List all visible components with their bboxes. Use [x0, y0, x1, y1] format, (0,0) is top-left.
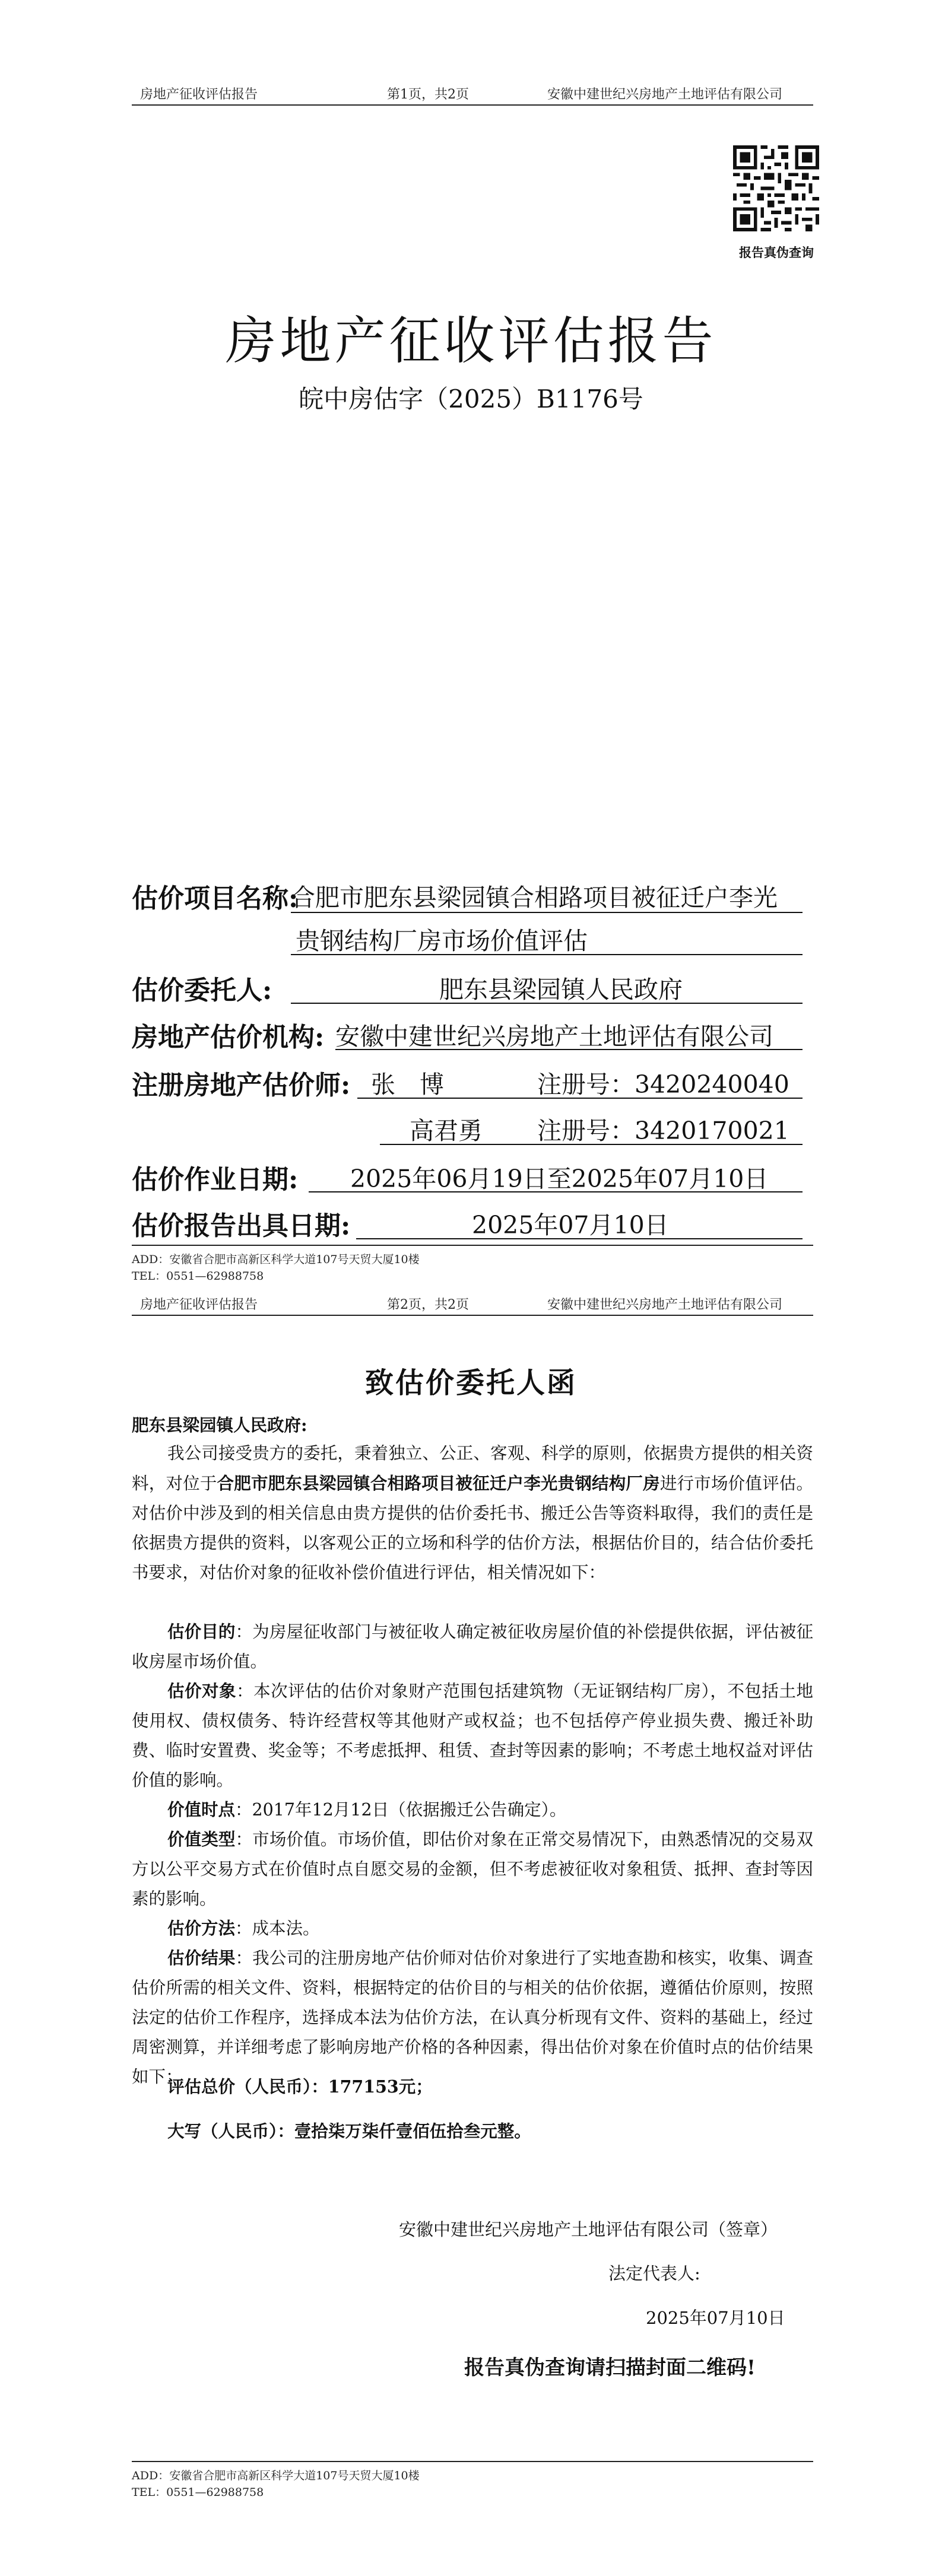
page1-footer-rule	[132, 1245, 813, 1246]
legal-representative: 法定代表人:	[608, 2263, 700, 2284]
value-time-text: ：2017年12月12日（依据搬迁公告确定）。	[235, 1800, 567, 1820]
page2-header-rule	[132, 1315, 813, 1316]
appraiser-1-underline	[357, 1098, 803, 1099]
object-paragraph	[132, 1676, 813, 1795]
work-date-value: 2025年06月19日至2025年07月10日	[350, 1165, 769, 1193]
result-label: 估价结果	[167, 1948, 236, 1968]
purpose-label: 估价目的	[167, 1621, 236, 1642]
project-underline-1	[291, 912, 803, 913]
page2-header-right: 安徽中建世纪兴房地产土地评估有限公司	[547, 1297, 783, 1312]
appraiser-2-underline	[380, 1144, 803, 1145]
total-price-line	[167, 2073, 433, 2098]
project-name-line2: 贵钢结构厂房市场价值评估	[296, 927, 588, 955]
issue-date-value: 2025年07月10日	[472, 1211, 669, 1239]
purpose-text: ：为房屋征收部门与被征收人确定被征收房屋价值的补偿提供依据，评估被征收房屋市场价值。	[132, 1622, 813, 1671]
page1-header-left: 房地产征收评估报告	[140, 87, 258, 102]
org-underline	[335, 1049, 803, 1050]
client-underline	[291, 1003, 803, 1004]
qr-caption: 报告真伪查询	[739, 245, 814, 260]
object-text: ：本次评估的估价对象财产范围包括建筑物（无证钢结构厂房），不包括土地使用权、债权债务、特许经营权等其他财产或权益；也不包括停产停业损失费、搬迁补助费、临时安置费、奖金等；不考虑抵押、租赁、查封等因素的影响；不考虑土地权益对评估价值的影响。	[132, 1681, 813, 1790]
page2-header-left: 房地产征收评估报告	[140, 1297, 258, 1312]
capital-amount-label: 大写（人民币）：	[167, 2121, 294, 2141]
method-paragraph	[132, 1913, 813, 1944]
value-type-label: 价值类型	[167, 1829, 236, 1849]
appraiser-1-name: 张 博	[371, 1070, 444, 1099]
work-date-underline	[309, 1191, 803, 1192]
client-value: 肥东县梁园镇人民政府	[439, 975, 683, 1004]
page1-header-rule	[132, 104, 813, 106]
report-title: 房地产征收评估报告	[225, 311, 717, 371]
verify-note: 报告真伪查询请扫描封面二维码!	[464, 2356, 756, 2380]
issue-date-label: 估价报告出具日期:	[132, 1211, 351, 1241]
project-name-label: 估价项目名称:	[132, 883, 299, 914]
appraiser-label: 注册房地产估价师:	[132, 1070, 351, 1101]
document-number: 皖中房估字（2025）B1176号	[299, 384, 643, 414]
capital-amount-value: 壹拾柒万柒仟壹佰伍拾叁元整。	[294, 2121, 531, 2141]
signature-company: 安徽中建世纪兴房地产土地评估有限公司（签章）	[399, 2219, 778, 2240]
letter-salutation: 肥东县梁园镇人民政府:	[132, 1415, 307, 1435]
total-price-value: 177153元；	[328, 2076, 433, 2097]
page1-footer-tel: TEL：0551—62988758	[132, 1270, 264, 1283]
total-price-label: 评估总价（人民币）：	[167, 2076, 328, 2097]
result-paragraph	[132, 1943, 813, 2092]
org-label: 房地产估价机构:	[132, 1022, 325, 1052]
project-name-line1: 合肥市肥东县梁园镇合相路项目被征迁户李光	[291, 883, 778, 912]
page2-footer-rule	[132, 2461, 813, 2462]
capital-amount-line	[167, 2118, 531, 2142]
intro-text-a: 我公司接受贵方的委托，秉着独立、公正、客观、科学的原则，依据贵方提供的相关资料，对位于	[132, 1443, 813, 1493]
result-text: ：我公司的注册房地产估价师对估价对象进行了实地查勘和核实，收集、调查估价所需的相关文件、资料，根据特定的估价目的与相关的估价依据，遵循估价原则，按照法定的估价工作程序，选择成本法为估价方法，在认真分析现有文件、资料的基础上，经过周密测算，并详细考虑了影响房地产价格的各种因素，得出估价对象在价值时点的估价结果如下：	[132, 1948, 813, 2087]
value-time-label: 价值时点	[167, 1799, 236, 1820]
page1-header-right: 安徽中建世纪兴房地产土地评估有限公司	[547, 87, 783, 102]
method-label: 估价方法	[167, 1918, 236, 1938]
qr-code-icon[interactable]	[733, 145, 819, 231]
page2-footer-tel: TEL：0551—62988758	[132, 2486, 264, 2499]
sign-date: 2025年07月10日	[646, 2308, 785, 2328]
letter-intro-paragraph	[132, 1439, 813, 1588]
intro-target-bold: 合肥市肥东县梁园镇合相路项目被征迁户李光贵钢结构厂房	[217, 1473, 660, 1493]
work-date-label: 估价作业日期:	[132, 1165, 299, 1195]
appraiser-2-name: 高君勇	[410, 1117, 483, 1145]
issue-date-underline	[356, 1238, 803, 1239]
appraiser-1-reg: 注册号：3420240040	[537, 1070, 789, 1099]
method-text: ：成本法。	[235, 1919, 320, 1938]
value-type-paragraph	[132, 1824, 813, 1914]
client-label: 估价委托人:	[132, 975, 272, 1006]
org-value: 安徽中建世纪兴房地产土地评估有限公司	[335, 1022, 773, 1051]
page1-footer-address: ADD：安徽省合肥市高新区科学大道107号天贸大厦10楼	[132, 1253, 420, 1266]
intro-text-b: 进行市场价值评估。对估价中涉及到的相关信息由贵方提供的估价委托书、搬迁公告等资料取得，我们的责任是依据贵方提供的资料，以客观公正的立场和科学的估价方法，根据估价目的，结合估价委托书要求，对估价对象的征收补偿价值进行评估，相关情况如下：	[132, 1474, 813, 1582]
appraiser-2-reg: 注册号：3420170021	[537, 1117, 789, 1145]
value-type-text: ：市场价值。市场价值，即估价对象在正常交易情况下，由熟悉情况的交易双方以公平交易方式在价值时点自愿交易的金额，但不考虑被征收对象租赁、抵押、查封等因素的影响。	[132, 1830, 813, 1909]
object-label: 估价对象	[167, 1681, 237, 1701]
value-time-paragraph	[132, 1795, 813, 1825]
page1-header-center: 第1页，共2页	[387, 87, 469, 102]
letter-title: 致估价委托人函	[364, 1366, 577, 1400]
page2-footer-address: ADD：安徽省合肥市高新区科学大道107号天贸大厦10楼	[132, 2469, 420, 2482]
page2-header-center: 第2页，共2页	[387, 1297, 469, 1312]
project-underline-2	[291, 954, 803, 955]
purpose-paragraph	[132, 1617, 813, 1677]
